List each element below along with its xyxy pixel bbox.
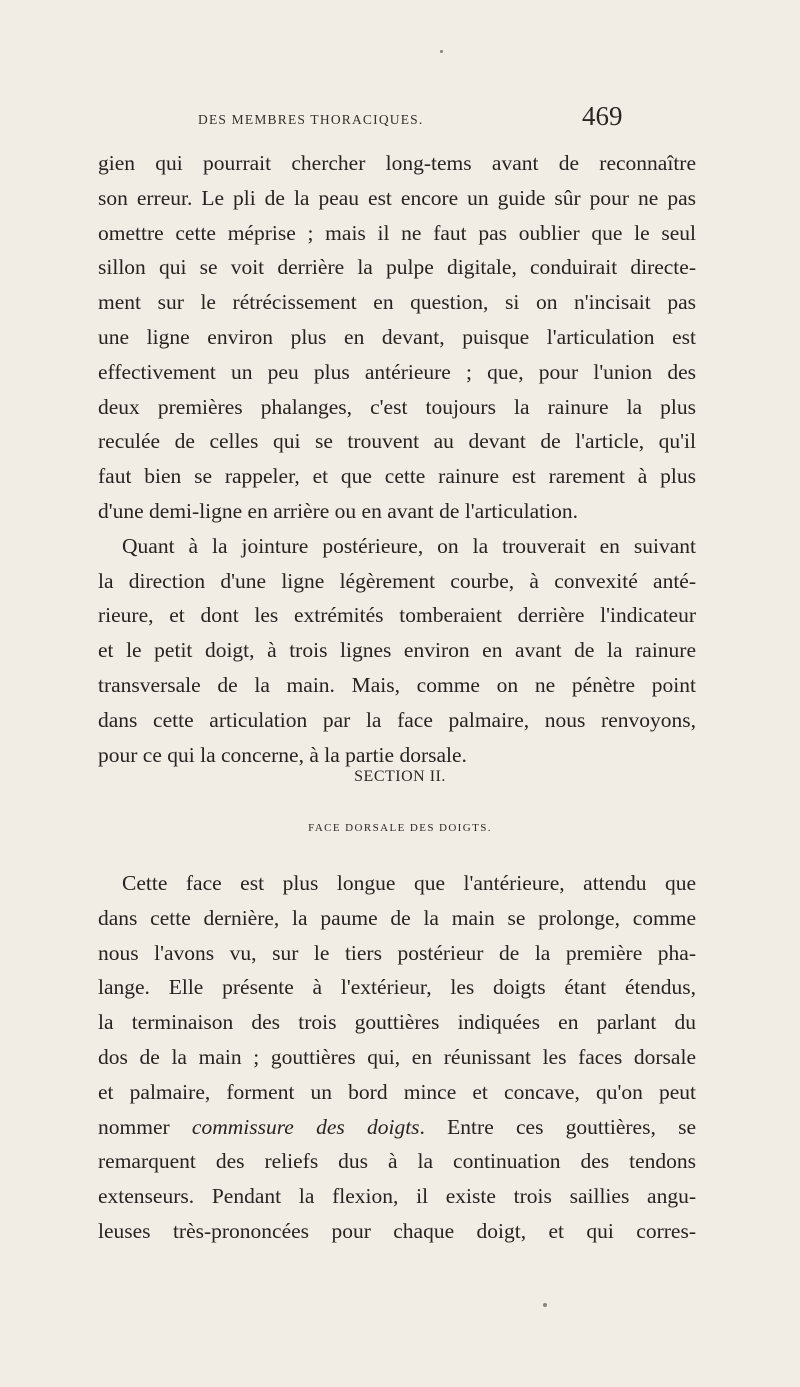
paragraph-3 — [98, 866, 696, 1249]
text-line: gien qui pourrait chercher long-tems avant de reconnaître — [98, 151, 696, 175]
italic-term: commissure des doigts — [191, 1114, 420, 1139]
text-line: leuses très-prononcées pour chaque doigt, et qui corres- — [98, 1218, 696, 1243]
text-line: pour ce qui la concerne, à la partie dorsale. — [98, 742, 467, 767]
running-head: DES MEMBRES THORACIQUES. — [198, 112, 424, 127]
text-line: et le petit doigt, à trois lignes environ en avant de la rainure — [98, 638, 696, 663]
text-line: effectivement un peu plus antérieure ; que, pour l'union des — [98, 359, 696, 384]
text-line: dans cette articulation par la face palmaire, nous renvoyons, — [98, 707, 696, 732]
text-block-top — [98, 146, 696, 772]
paper-speck — [543, 1303, 547, 1307]
text-line: une ligne environ plus en devant, puisque l'articulation est — [98, 324, 696, 349]
text-line: extenseurs. Pendant la flexion, il existe trois saillies angu- — [98, 1184, 696, 1209]
text-line: rieure, et dont les extrémités tomberaient derrière l'indicateur — [98, 603, 696, 628]
text-line: d'une demi-ligne en arrière ou en avant de l'articulation. — [98, 498, 578, 523]
text-line: sillon qui se voit derrière la pulpe digitale, conduirait directe- — [98, 255, 696, 280]
text-run: . Entre ces gouttières, se — [419, 1114, 696, 1139]
text-line: dans cette dernière, la paume de la main se prolonge, comme — [98, 905, 696, 930]
text-line: reculée de celles qui se trouvent au devant de l'article, qu'il — [98, 429, 696, 454]
text-line: Cette face est plus longue que l'antérieure, attendu que — [122, 871, 696, 895]
text-block-bottom — [98, 866, 696, 1249]
text-line: dos de la main ; gouttières qui, en réunissant les faces dorsale — [98, 1044, 696, 1069]
text-line: et palmaire, forment un bord mince et concave, qu'on peut — [98, 1079, 696, 1104]
text-line: remarquent des reliefs dus à la continuation des tendons — [98, 1149, 696, 1174]
text-line: la terminaison des trois gouttières indiquées en parlant du — [98, 1010, 696, 1035]
paragraph-1 — [98, 146, 696, 529]
text-line: Quant à la jointure postérieure, on la trouverait en suivant — [122, 533, 696, 558]
text-line: omettre cette méprise ; mais il ne faut pas oublier que le seul — [98, 220, 696, 245]
page-number: 469 — [582, 101, 623, 131]
section-heading: SECTION II. — [354, 768, 446, 785]
paper-speck — [440, 50, 443, 53]
section-subheading: FACE DORSALE DES DOIGTS. — [308, 822, 492, 834]
text-line: son erreur. Le pli de la peau est encore un guide sûr pour ne pas — [98, 185, 696, 210]
text-line: la direction d'une ligne légèrement courbe, à convexité anté- — [98, 568, 696, 593]
paragraph-2 — [98, 529, 696, 773]
text-line: nous l'avons vu, sur le tiers postérieur de la première pha- — [98, 940, 696, 965]
text-line: deux premières phalanges, c'est toujours la rainure la plus — [98, 394, 696, 419]
text-line: ment sur le rétrécissement en question, si on n'incisait pas — [98, 290, 696, 315]
text-line: faut bien se rappeler, et que cette rainure est rarement à plus — [98, 464, 696, 489]
text-line-with-italic — [98, 1110, 696, 1145]
text-line: transversale de la main. Mais, comme on ne pénètre point — [98, 672, 696, 697]
text-run: nommer — [98, 1114, 192, 1139]
text-line: lange. Elle présente à l'extérieur, les doigts étant étendus, — [98, 975, 696, 1000]
